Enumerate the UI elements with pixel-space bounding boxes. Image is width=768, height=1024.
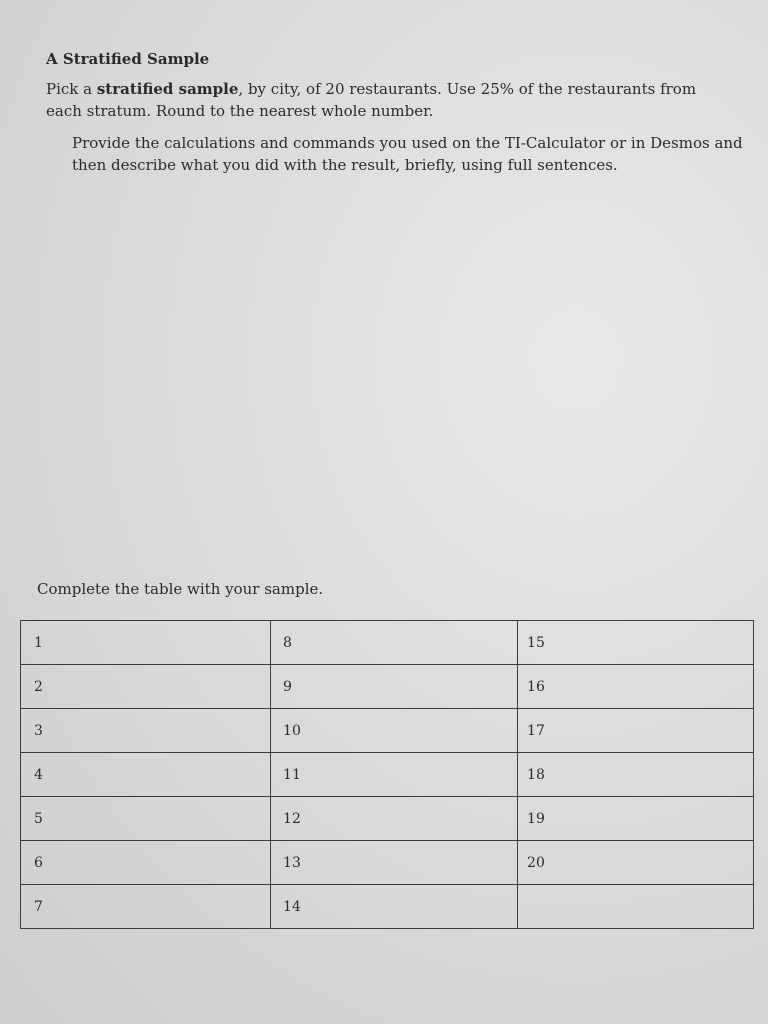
problem-prompt [46,78,706,122]
calculation-instructions: Provide the calculations and commands you used on the TI-Calculator or in Desmos and then describe what you did with the result, briefly, using full sentences. [72,134,743,174]
table-cell[interactable]: 10 [271,709,518,753]
table-caption: Complete the table with your sample. [37,580,324,598]
worksheet-title: A Stratified Sample [46,50,210,68]
table-cell[interactable]: 16 [518,665,754,709]
table-cell[interactable]: 5 [21,797,271,841]
table-cell[interactable] [518,885,754,929]
table-cell[interactable]: 14 [271,885,518,929]
table-row [21,621,754,665]
table-row [21,841,754,885]
table-cell[interactable]: 2 [21,665,271,709]
table-cell[interactable]: 4 [21,753,271,797]
table-cell[interactable]: 9 [271,665,518,709]
table-cell[interactable]: 19 [518,797,754,841]
table-cell[interactable]: 20 [518,841,754,885]
table-cell[interactable]: 8 [271,621,518,665]
table-cell[interactable]: 13 [271,841,518,885]
prompt-text-end: , by city, of 20 restaurants. Use 25% of the restaurants from each stratum. Round to the nearest whole number. [46,80,697,120]
table-cell[interactable]: 3 [21,709,271,753]
prompt-text-start: Pick a [46,80,97,98]
table-cell[interactable]: 15 [518,621,754,665]
table-row [21,709,754,753]
sample-table [20,620,754,929]
table-cell[interactable]: 1 [21,621,271,665]
table-cell[interactable]: 18 [518,753,754,797]
table-cell[interactable]: 12 [271,797,518,841]
table-row [21,665,754,709]
table-row [21,797,754,841]
prompt-bold-term: stratified sample [96,80,239,98]
table-row [21,753,754,797]
table-cell[interactable]: 6 [21,841,271,885]
table-cell[interactable]: 17 [518,709,754,753]
table-row [21,885,754,929]
table-cell[interactable]: 7 [21,885,271,929]
table-cell[interactable]: 11 [271,753,518,797]
